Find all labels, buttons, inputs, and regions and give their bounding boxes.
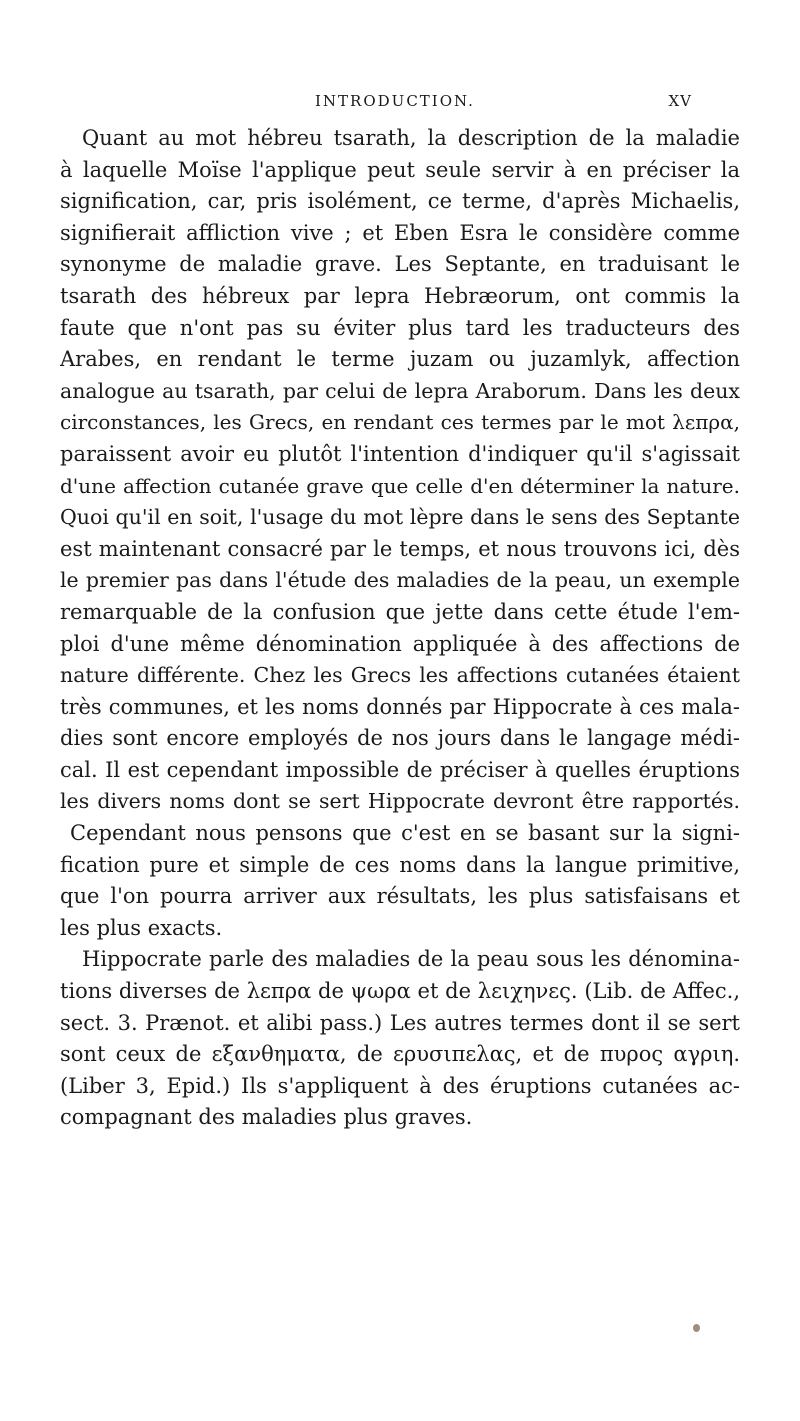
body-text: [60, 123, 740, 1134]
text-line: sect. 3. Prænot. et alibi pass.) Les autres termes dont il se sert: [60, 1010, 740, 1035]
text-line: tions diverses de λεπρα de ψωρα et de λειχηνες. (Lib. de Affec.,: [60, 979, 740, 1004]
text-line: (Liber 3, Epid.) Ils s'appliquent à des éruptions cutanées ac-: [60, 1073, 740, 1098]
text-line: synonyme de maladie grave. Les Septante, en traduisant le: [60, 252, 740, 277]
text-line: Quoi qu'il en soit, l'usage du mot lèpre dans le sens des Septante: [60, 505, 740, 530]
text-line: les divers noms dont se sert Hippocrate devront être rapportés.: [60, 789, 740, 814]
text-line: Quant au mot hébreu tsarath, la description de la maladie: [82, 126, 740, 150]
text-line: d'une affection cutanée grave que celle d'en déterminer la nature.: [60, 473, 740, 498]
text-line: à laquelle Moïse l'applique peut seule servir à en préciser la: [60, 157, 740, 182]
text-line: nature différente. Chez les Grecs les affections cutanées étaient: [60, 663, 740, 688]
text-line: les plus exacts.: [60, 915, 223, 940]
text-line: circonstances, les Grecs, en rendant ces termes par le mot λεπρα,: [60, 410, 740, 435]
ink-spot: [693, 1324, 700, 1332]
text-line: dies sont encore employés de nos jours dans le langage médi-: [60, 726, 740, 751]
text-line: signifierait affliction vive ; et Eben Esra le considère comme: [60, 220, 740, 245]
text-line: ploi d'une même dénomination appliquée à des affections de: [60, 631, 740, 656]
text-line: faute que n'ont pas su éviter plus tard les traducteurs des: [60, 315, 740, 340]
text-line: très communes, et les noms donnés par Hippocrate à ces mala-: [60, 694, 740, 719]
text-line: paraissent avoir eu plutôt l'intention d'indiquer qu'il s'agissait: [60, 441, 740, 466]
text-line: le premier pas dans l'étude des maladies de la peau, un exemple: [60, 568, 740, 593]
text-line: fication pure et simple de ces noms dans la langue primitive,: [60, 852, 740, 877]
text-line: Cependant nous pensons que c'est en se basant sur la signi-: [70, 821, 740, 846]
text-line: signification, car, pris isolément, ce terme, d'après Michaelis,: [60, 189, 740, 214]
running-title: INTRODUCTION.: [315, 92, 475, 110]
text-line: Hippocrate parle des maladies de la peau sous les dénomina-: [82, 947, 740, 972]
text-line: sont ceux de εξανθηματα, de ερυσιπελας, et de πυρος αγριη.: [60, 1042, 740, 1067]
text-line: Arabes, en rendant le terme juzam ou juzamlyk, affection: [60, 347, 740, 372]
running-header: [60, 92, 740, 116]
text-line: remarquable de la confusion que jette dans cette étude l'em-: [60, 599, 740, 624]
text-line: que l'on pourra arriver aux résultats, les plus satisfaisans et: [60, 884, 740, 909]
text-line: compagnant des maladies plus graves.: [60, 1105, 473, 1130]
text-line: est maintenant consacré par le temps, et nous trouvons ici, dès: [60, 536, 740, 561]
page-number: XV: [668, 92, 692, 110]
text-line: tsarath des hébreux par lepra Hebræorum, ont commis la: [60, 283, 740, 308]
text-line: cal. Il est cependant impossible de préciser à quelles éruptions: [60, 757, 740, 782]
text-line: analogue au tsarath, par celui de lepra Araborum. Dans les deux: [60, 378, 740, 403]
